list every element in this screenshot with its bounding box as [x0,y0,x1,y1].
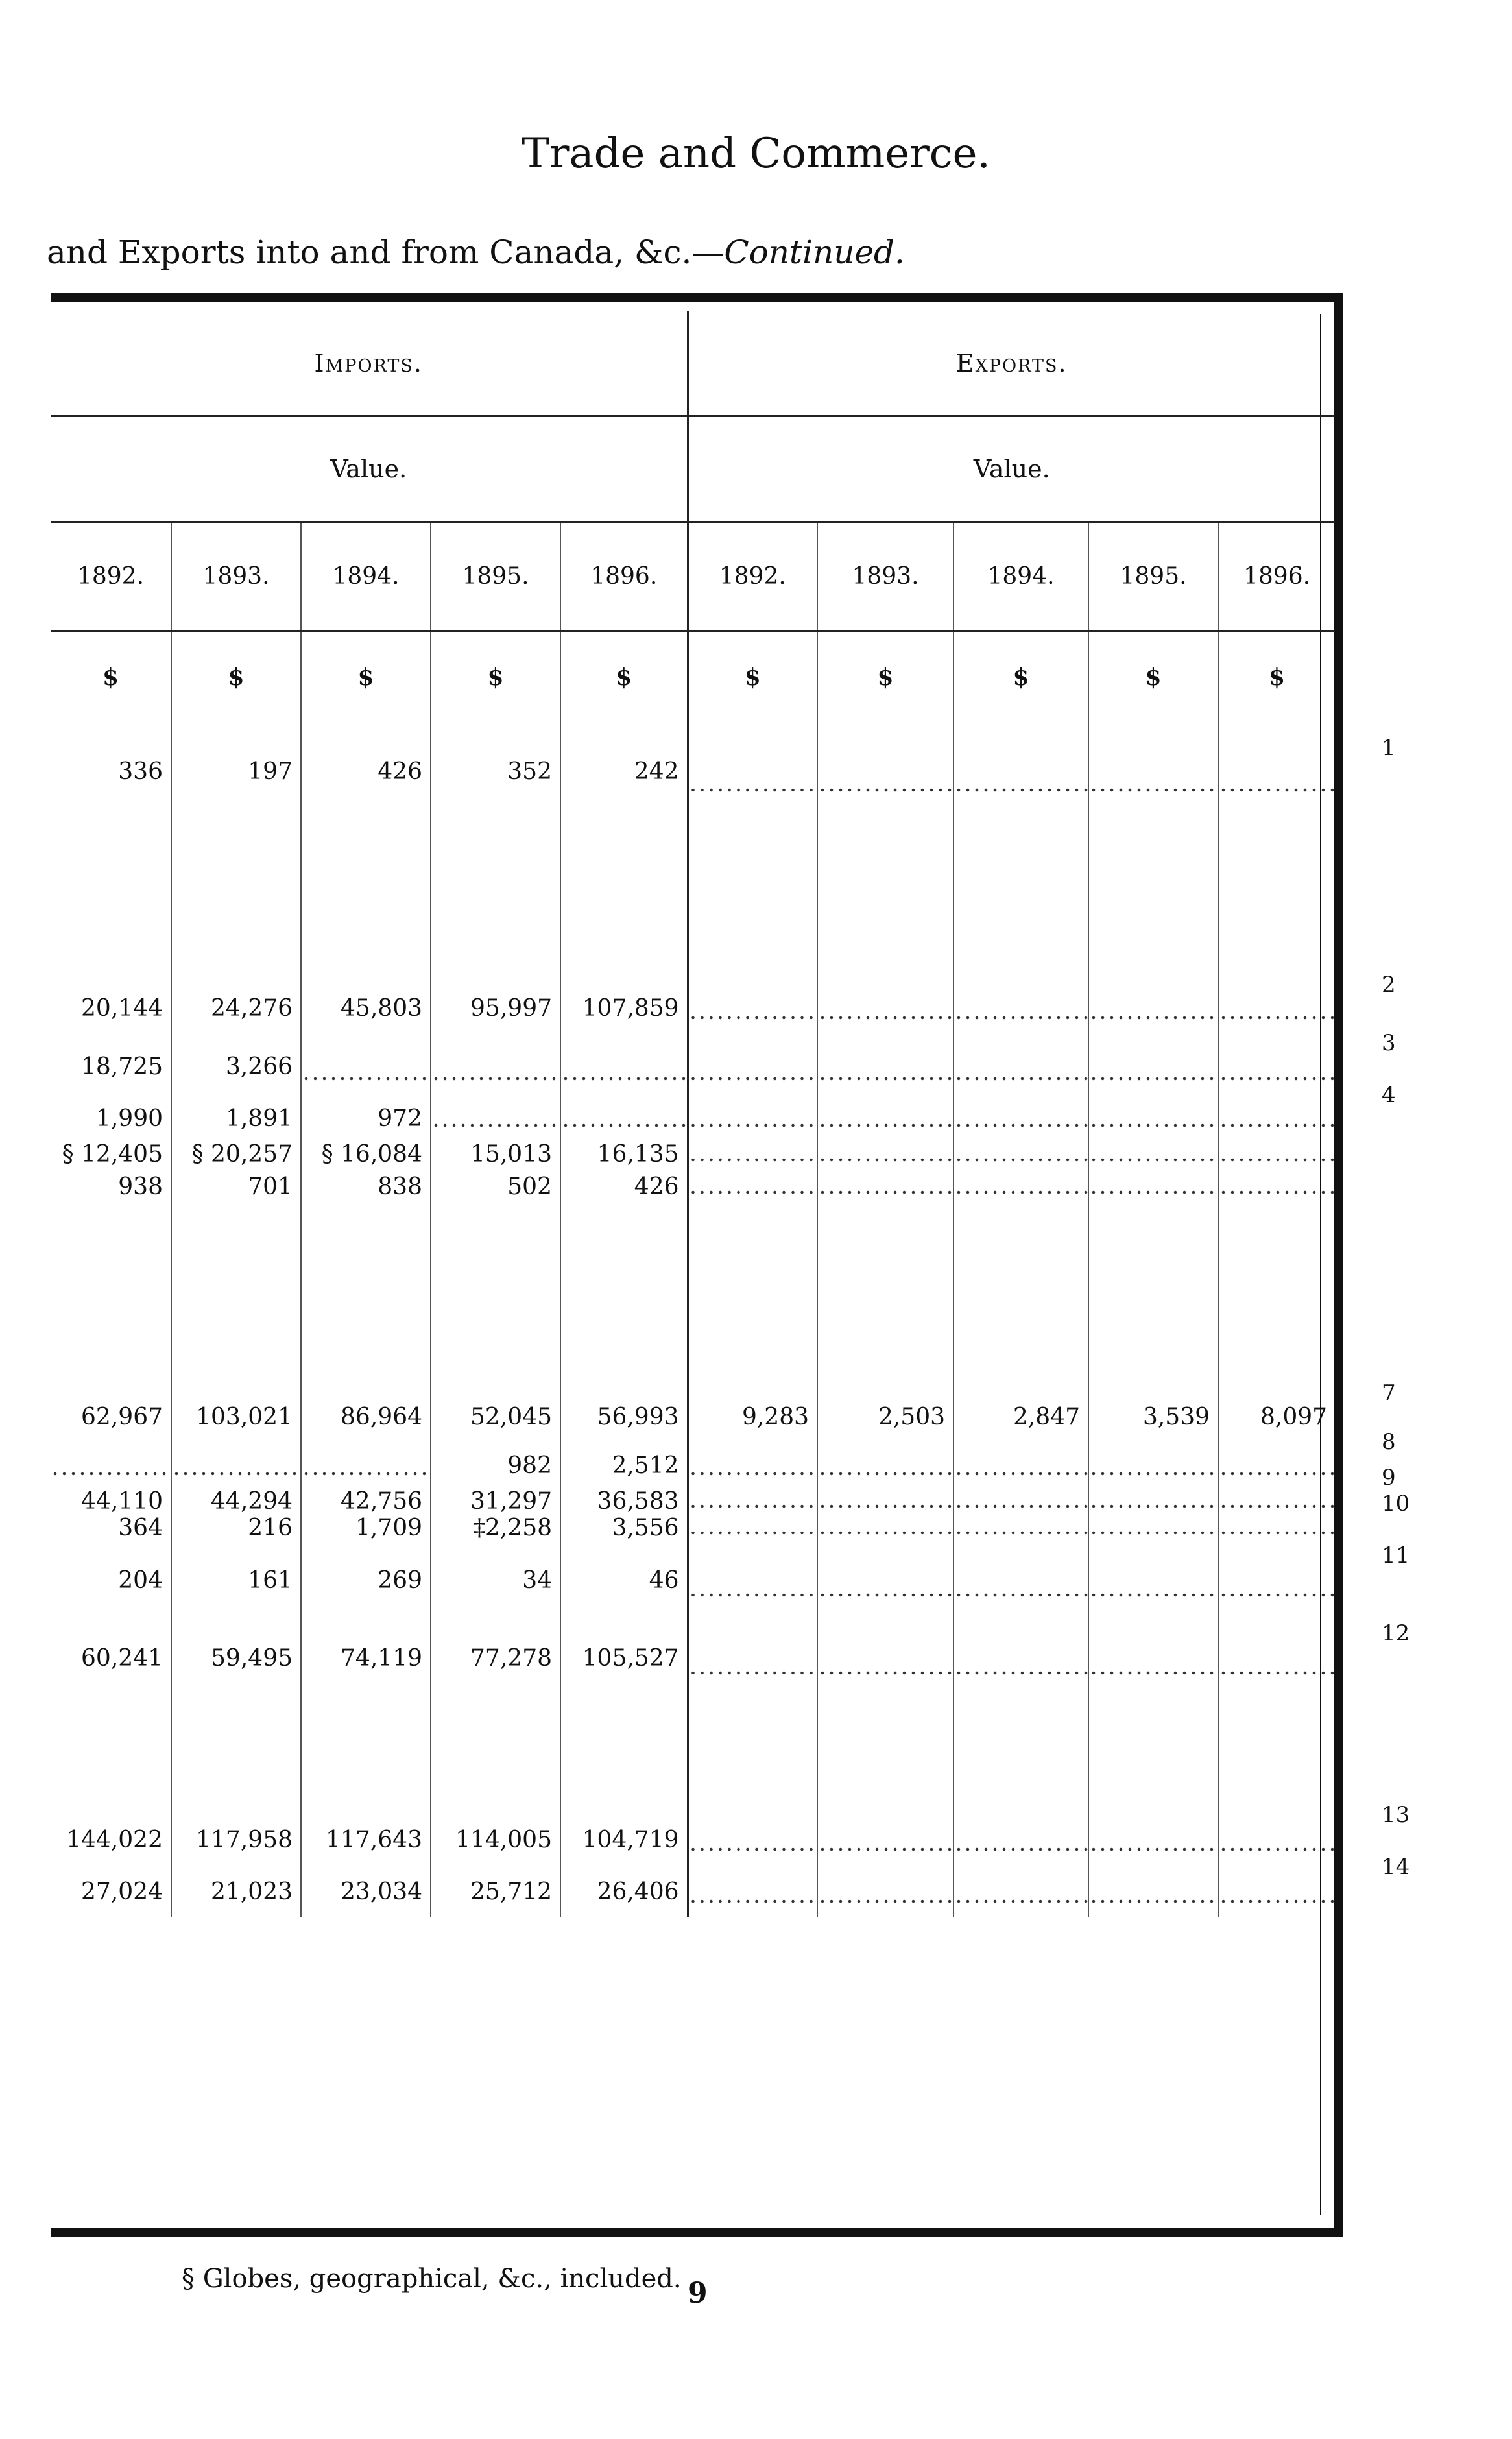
imports-cell: 117,643 [301,1814,431,1866]
imports-cell [301,1697,431,1814]
exports-cell [1088,1541,1218,1619]
dollar-unit: $ [817,631,954,723]
exports-cell [817,1866,954,1917]
imports-cell: 44,110 [51,1488,171,1515]
exports-cell [1088,1138,1218,1170]
exports-cell [954,1203,1088,1391]
imports-cell [51,820,171,982]
imports-cell [431,820,560,982]
imports-cell: 242 [560,723,688,820]
exports-value-header: Value. [688,416,1335,522]
imports-cell: 1,990 [51,1099,171,1138]
exports-cell [817,1619,954,1697]
imports-cell: 46 [560,1541,688,1619]
imports-cell: 34 [431,1541,560,1619]
table-row [51,723,1335,820]
imports-cell [171,1203,301,1391]
line-number: 1 [1382,735,1396,761]
imports-cell: 352 [431,723,560,820]
imports-cell [560,1034,688,1099]
exports-cell [1088,1170,1218,1203]
exports-cell [1088,1034,1218,1099]
imports-year-header: 1892. [51,522,171,631]
exports-cell [954,1488,1088,1515]
imports-cell: 15,013 [431,1138,560,1170]
line-number: 10 [1382,1491,1410,1517]
exports-cell [688,1541,817,1619]
exports-cell [1218,1203,1335,1391]
exports-cell [1088,1203,1218,1391]
table-body [51,723,1335,1917]
exports-cell [1218,1697,1335,1814]
dollar-unit: $ [688,631,817,723]
exports-cell [688,723,817,820]
imports-cell: ‡2,258 [431,1515,560,1541]
dollar-unit: $ [954,631,1088,723]
imports-cell [171,1443,301,1488]
imports-year-header: 1893. [171,522,301,631]
exports-cell [954,1034,1088,1099]
page-number: 9 [688,2277,708,2310]
imports-cell: 364 [51,1515,171,1541]
table-row [51,1541,1335,1619]
imports-cell [560,1099,688,1138]
imports-cell: 26,406 [560,1866,688,1917]
imports-cell: 938 [51,1170,171,1203]
exports-cell: 2,847 [954,1391,1088,1443]
exports-cell [817,820,954,982]
exports-cell [1088,1697,1218,1814]
imports-cell: 77,278 [431,1619,560,1697]
imports-cell: 56,993 [560,1391,688,1443]
line-number: 11 [1382,1543,1410,1568]
exports-cell: 3,539 [1088,1391,1218,1443]
exports-cell [1218,1138,1335,1170]
imports-cell: 502 [431,1170,560,1203]
exports-cell [1218,982,1335,1034]
imports-year-header: 1896. [560,522,688,631]
exports-cell [688,1814,817,1866]
imports-cell: 216 [171,1515,301,1541]
exports-cell [817,1170,954,1203]
exports-cell [1218,1170,1335,1203]
imports-cell: 59,495 [171,1619,301,1697]
exports-cell [688,1170,817,1203]
imports-cell: 144,022 [51,1814,171,1866]
table-row [51,1866,1335,1917]
exports-year-header: 1892. [688,522,817,631]
exports-year-header: 1893. [817,522,954,631]
exports-cell [817,982,954,1034]
imports-cell [51,1203,171,1391]
imports-cell [51,1697,171,1814]
table-row [51,1488,1335,1515]
imports-cell: 21,023 [171,1866,301,1917]
exports-cell [688,820,817,982]
exports-cell [817,1203,954,1391]
imports-cell [431,1034,560,1099]
exports-cell [1218,1515,1335,1541]
imports-cell: 117,958 [171,1814,301,1866]
exports-cell [954,1866,1088,1917]
imports-cell: 269 [301,1541,431,1619]
exports-cell [954,1814,1088,1866]
imports-cell: 161 [171,1541,301,1619]
exports-cell [817,1488,954,1515]
exports-cell [1218,1099,1335,1138]
table-row [51,1391,1335,1443]
imports-cell: 27,024 [51,1866,171,1917]
exports-cell [1218,1866,1335,1917]
imports-cell: 52,045 [431,1391,560,1443]
imports-cell: 24,276 [171,982,301,1034]
imports-cell: 107,859 [560,982,688,1034]
exports-cell [954,1515,1088,1541]
exports-cell [954,1443,1088,1488]
imports-cell: 62,967 [51,1391,171,1443]
dollar-unit: $ [1268,664,1286,691]
exports-cell [954,820,1088,982]
exports-cell [688,1099,817,1138]
imports-cell: 45,803 [301,982,431,1034]
imports-cell: 838 [301,1170,431,1203]
exports-cell [1088,723,1218,820]
dollar-unit: $ [431,631,560,723]
exports-cell [688,1138,817,1170]
exports-cell [688,1034,817,1099]
line-number: 2 [1382,972,1396,998]
exports-cell: 9,283 [688,1391,817,1443]
imports-cell: 2,512 [560,1443,688,1488]
exports-cell [1218,1814,1335,1866]
imports-header: Imports. [51,311,688,416]
exports-cell [1218,1488,1335,1515]
imports-cell: 20,144 [51,982,171,1034]
exports-cell [817,1541,954,1619]
exports-cell [817,1138,954,1170]
exports-cell [1088,1488,1218,1515]
exports-cell [817,1814,954,1866]
exports-cell: 2,503 [817,1391,954,1443]
imports-cell [301,1034,431,1099]
exports-cell [1088,1099,1218,1138]
table-row [51,1203,1335,1391]
imports-cell: § 20,257 [171,1138,301,1170]
imports-cell: 3,266 [171,1034,301,1099]
exports-cell [1088,1814,1218,1866]
line-number: 7 [1382,1380,1396,1406]
dollar-unit: $ [560,631,688,723]
exports-cell [954,982,1088,1034]
table-row [51,1443,1335,1488]
imports-cell: 3,556 [560,1515,688,1541]
exports-cell [954,1697,1088,1814]
imports-cell: 16,135 [560,1138,688,1170]
trade-table [51,311,1335,1917]
subtitle-text: and Exports into and from Canada, &c.— [47,234,725,271]
line-number: 4 [1382,1082,1396,1108]
exports-cell [1218,1541,1335,1619]
table-row [51,820,1335,982]
imports-cell: 204 [51,1541,171,1619]
imports-cell [431,1697,560,1814]
dollar-unit: $ [51,631,171,723]
dollar-unit: $ [171,631,301,723]
exports-cell [1088,982,1218,1034]
imports-cell [431,1099,560,1138]
line-number: 9 [1382,1465,1396,1491]
imports-cell: 336 [51,723,171,820]
exports-year-header: 1896. [1218,522,1335,631]
exports-cell [817,1034,954,1099]
dollar-unit: $ [1088,631,1218,723]
line-number: 12 [1382,1620,1410,1646]
imports-cell: 25,712 [431,1866,560,1917]
exports-cell [954,1541,1088,1619]
line-number: 8 [1382,1429,1396,1455]
imports-cell: § 16,084 [301,1138,431,1170]
imports-cell: 426 [560,1170,688,1203]
imports-cell [171,1697,301,1814]
exports-cell [817,723,954,820]
imports-cell: § 12,405 [51,1138,171,1170]
imports-cell: 74,119 [301,1619,431,1697]
exports-header: Exports. [688,311,1335,416]
exports-cell [1088,820,1218,982]
imports-cell: 701 [171,1170,301,1203]
exports-cell [954,1619,1088,1697]
year-header-row [51,522,1335,631]
exports-cell [954,1138,1088,1170]
imports-cell [301,1203,431,1391]
table-row [51,1697,1335,1814]
exports-cell [688,1697,817,1814]
imports-cell: 103,021 [171,1391,301,1443]
imports-cell [171,820,301,982]
table-row [51,1099,1335,1138]
exports-cell [688,1443,817,1488]
table-row [51,982,1335,1034]
imports-cell [51,1443,171,1488]
imports-cell: 95,997 [431,982,560,1034]
imports-cell [560,820,688,982]
imports-cell: 36,583 [560,1488,688,1515]
exports-cell [688,1619,817,1697]
dollar-unit: $ [301,631,431,723]
table-subtitle [47,234,905,271]
exports-cell [954,1099,1088,1138]
imports-cell: 197 [171,723,301,820]
imports-cell: 105,527 [560,1619,688,1697]
imports-cell: 60,241 [51,1619,171,1697]
imports-cell: 23,034 [301,1866,431,1917]
table-row [51,1619,1335,1697]
exports-cell [1088,1866,1218,1917]
exports-cell [1218,1034,1335,1099]
imports-cell: 86,964 [301,1391,431,1443]
exports-cell [1218,1443,1335,1488]
imports-cell: 44,294 [171,1488,301,1515]
table-row [51,1138,1335,1170]
exports-cell [817,1443,954,1488]
exports-cell [817,1697,954,1814]
imports-cell: 42,756 [301,1488,431,1515]
imports-cell [431,1203,560,1391]
table-row [51,1170,1335,1203]
exports-cell [688,1515,817,1541]
imports-cell: 972 [301,1099,431,1138]
exports-cell [1218,1619,1335,1697]
exports-cell [1218,723,1335,820]
table-row [51,1515,1335,1541]
imports-cell: 114,005 [431,1814,560,1866]
exports-cell [817,1515,954,1541]
imports-cell: 104,719 [560,1814,688,1866]
exports-year-header: 1895. [1088,522,1218,631]
table-row [51,1814,1335,1866]
exports-cell [954,723,1088,820]
exports-cell [1088,1515,1218,1541]
exports-cell [688,1203,817,1391]
line-number: 14 [1382,1854,1410,1880]
exports-cell [688,1488,817,1515]
exports-year-header: 1894. [954,522,1088,631]
exports-cell [1218,820,1335,982]
exports-cell [1088,1443,1218,1488]
imports-value-header: Value. [51,416,688,522]
line-number: 3 [1382,1030,1396,1056]
imports-cell: 1,891 [171,1099,301,1138]
exports-cell [817,1099,954,1138]
unit-header-row [51,631,1335,723]
imports-cell [560,1203,688,1391]
exports-cell: 8,097 [1260,1403,1328,1430]
subtitle-continued: Continued. [724,234,905,271]
table-row [51,1034,1335,1099]
exports-cell [688,1866,817,1917]
imports-cell [301,820,431,982]
page-title: Trade and Commerce. [522,130,990,178]
imports-cell: 18,725 [51,1034,171,1099]
footnote: § Globes, geographical, &c., included. [182,2264,682,2294]
imports-cell: 31,297 [431,1488,560,1515]
imports-cell [560,1697,688,1814]
exports-cell [688,982,817,1034]
imports-cell: 426 [301,723,431,820]
imports-cell: 1,709 [301,1515,431,1541]
imports-year-header: 1895. [431,522,560,631]
imports-cell: 982 [431,1443,560,1488]
exports-cell [1088,1619,1218,1697]
imports-year-header: 1894. [301,522,431,631]
line-number: 13 [1382,1802,1410,1828]
imports-cell [301,1443,431,1488]
exports-cell [954,1170,1088,1203]
